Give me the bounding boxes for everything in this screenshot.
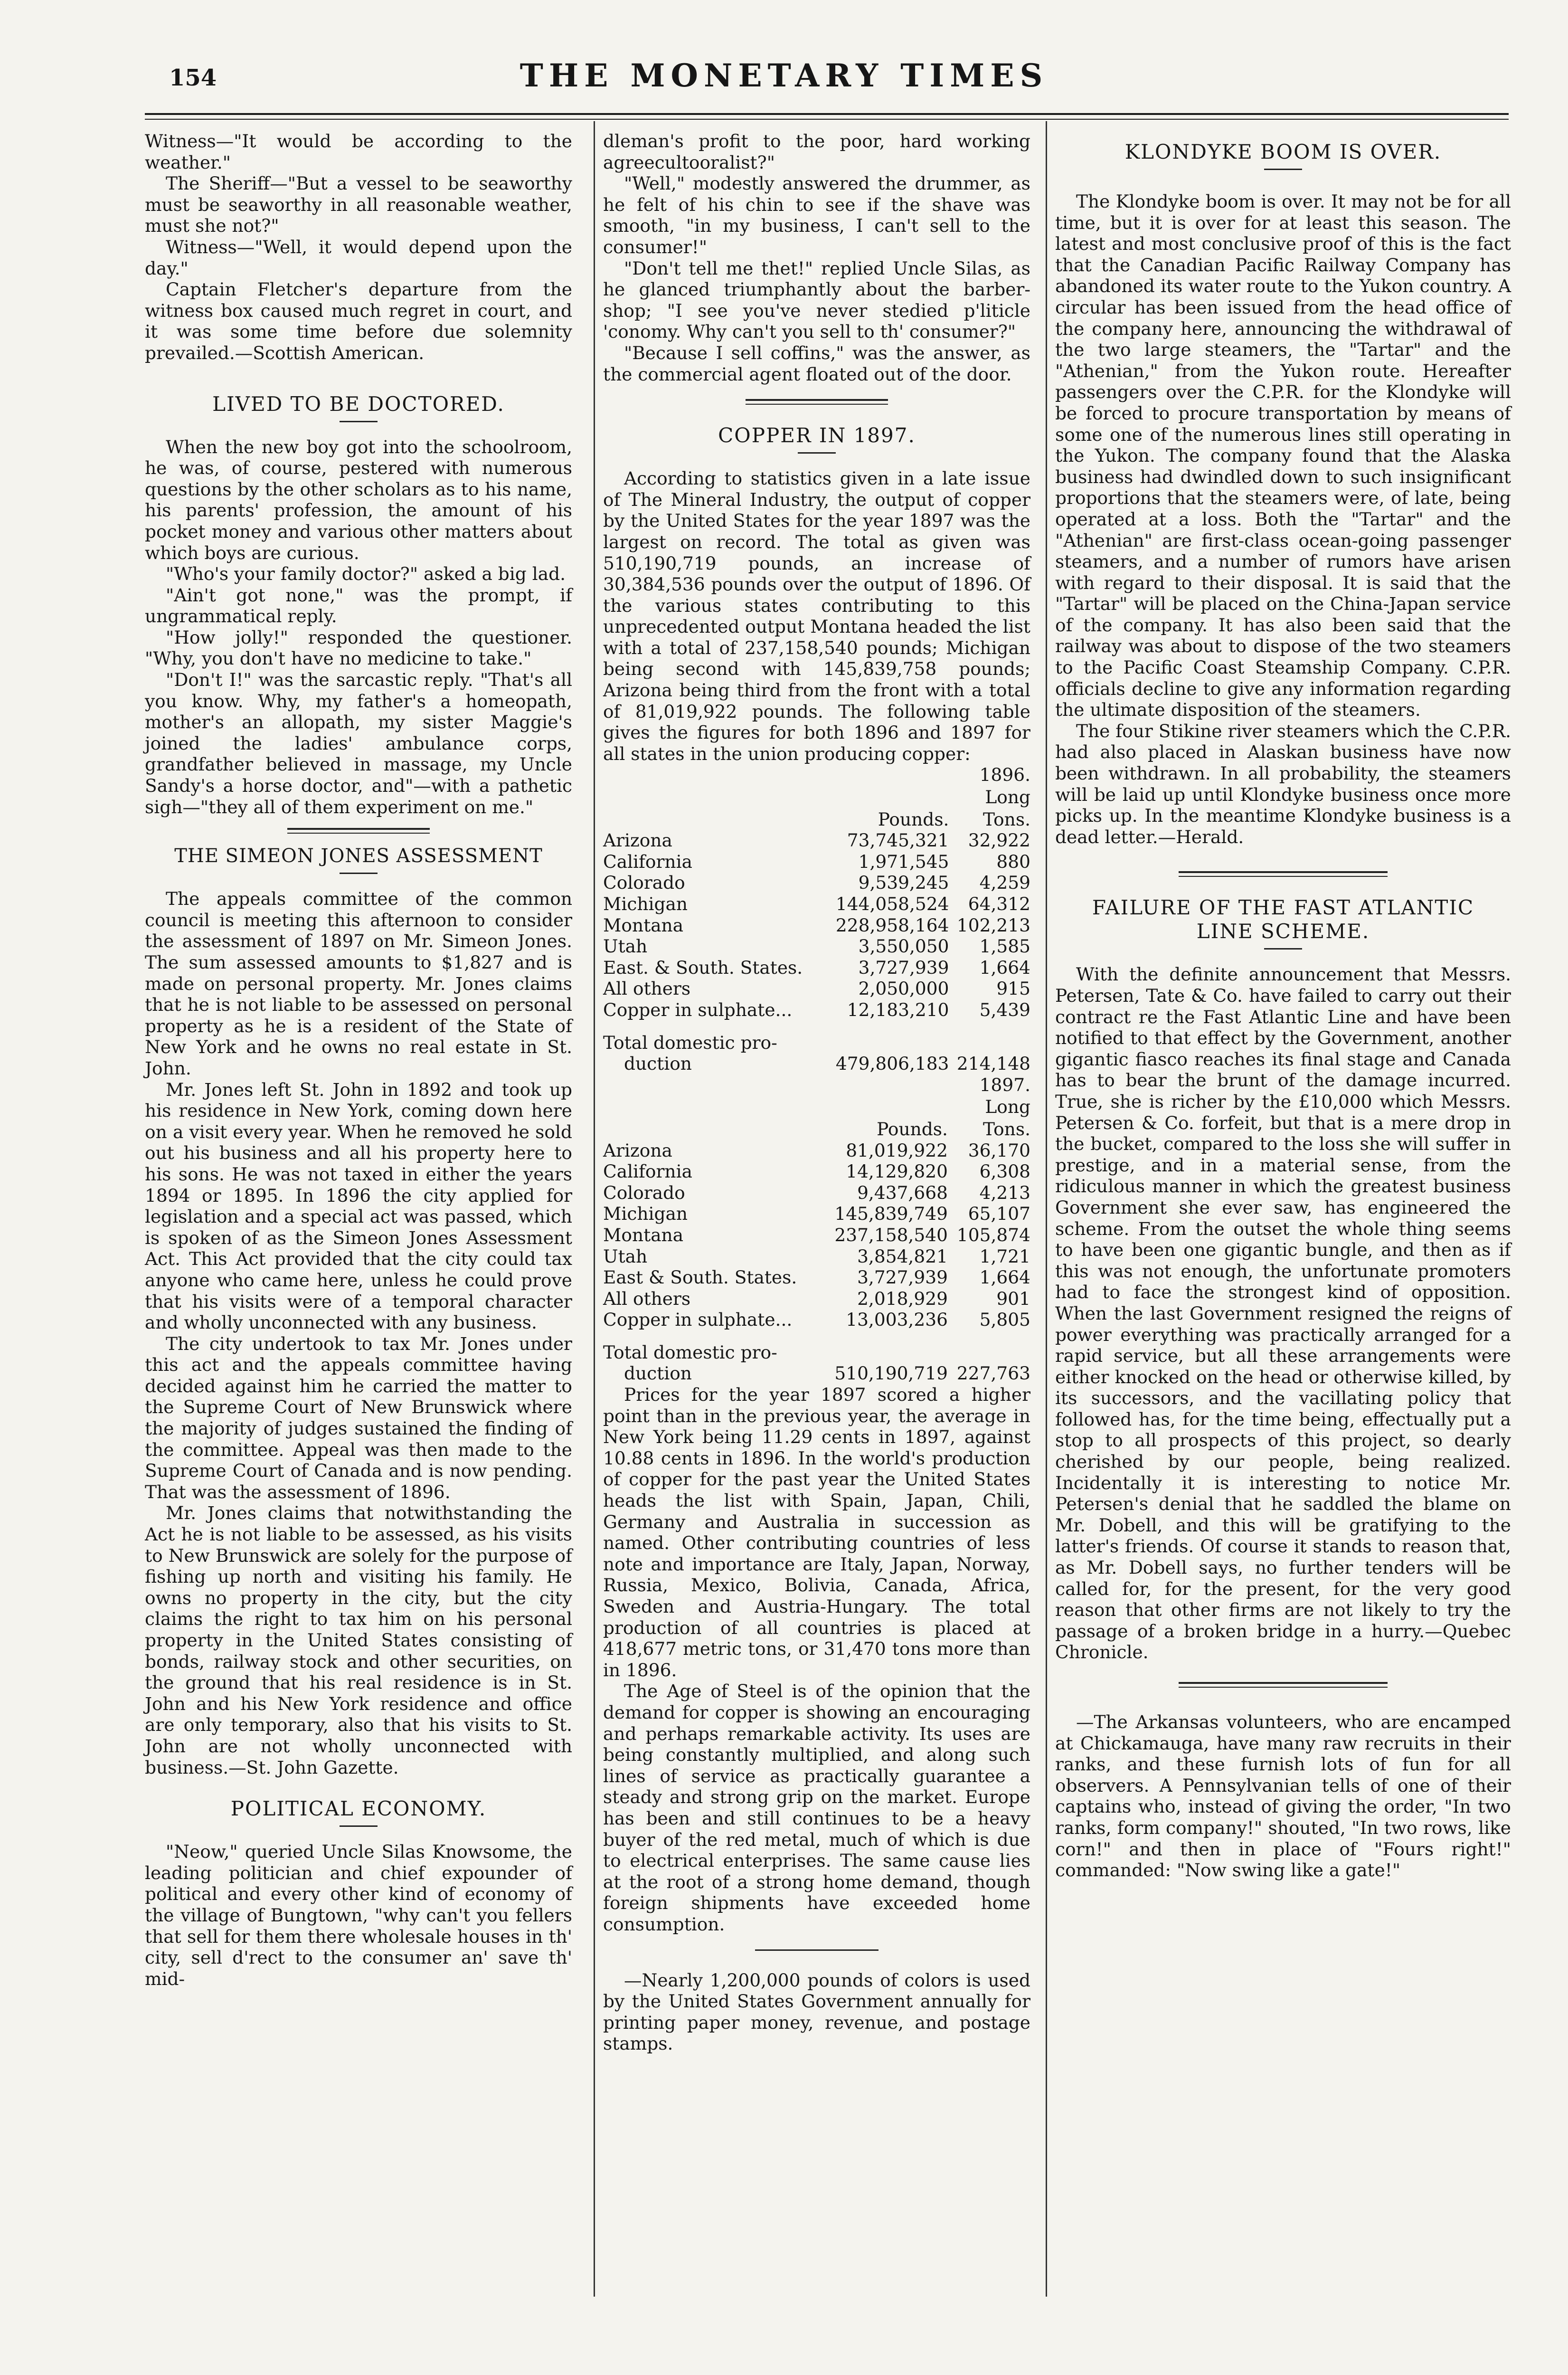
- paragraph: "Because I sell coffins," was the answer, as the commercial agent floated out of the door.: [603, 342, 1030, 385]
- cell-tons: 6,308: [979, 1161, 1030, 1182]
- cell-tons: 1,721: [979, 1245, 1030, 1267]
- section-separator: [755, 1949, 878, 1951]
- article-heading: KLONDYKE BOOM IS OVER.: [1124, 140, 1442, 163]
- column-header: Long: [985, 1096, 1030, 1118]
- heading-dash: [798, 452, 836, 454]
- total-label: Total domestic pro-: [603, 1341, 777, 1363]
- article-heading: LIVED TO BE DOCTORED.: [212, 392, 505, 416]
- paragraph: Captain Fletcher's departure from the witness box caused much regret in court, and it was some time before due solemnity prevailed.—Scottish American.: [145, 279, 572, 363]
- section-separator: [287, 828, 430, 834]
- cell-pounds: 9,437,668: [857, 1182, 948, 1203]
- cell-state: Montana: [603, 914, 684, 936]
- paragraph: "Ain't got none," was the prompt, if ungrammatical reply.: [145, 584, 572, 627]
- cell-state: Colorado: [603, 872, 685, 893]
- table-row: [603, 1161, 1030, 1182]
- column-header: Tons.: [983, 1118, 1030, 1140]
- paragraph: —Nearly 1,200,000 pounds of colors is used by the United States Government annually for printing paper money, revenue, and postage stamps.: [603, 1969, 1030, 2054]
- table-row: [603, 936, 1030, 957]
- masthead-title: THE MONETARY TIMES: [520, 57, 1048, 94]
- table-year: 1897.: [979, 1074, 1030, 1095]
- cell-tons: 1,664: [979, 1267, 1030, 1288]
- table-row: [603, 999, 1030, 1021]
- cell-state: Michigan: [603, 893, 688, 914]
- cell-pounds: 3,727,939: [858, 957, 949, 978]
- cell-state: Arizona: [603, 1140, 672, 1161]
- cell-tons: 901: [996, 1288, 1030, 1309]
- paragraph: "Don't I!" was the sarcastic reply. "That's all you know. Why, my father's a homeopath, mother's an allopath, my sister Maggie's joined the ladies' ambulance corps, grandfather believed in massage, my Uncle Sandy's a horse doctor, and"—with a pathetic sigh—"they all of them experiment on me.": [145, 669, 572, 817]
- cell-tons: 36,170: [968, 1140, 1030, 1161]
- cell-state: Utah: [603, 936, 648, 957]
- cell-state: Montana: [603, 1224, 684, 1245]
- paragraph: "Don't tell me thet!" replied Uncle Silas, as he glanced triumphantly about the barber-shop; "I see you've never stedied p'liticle 'conomy. Why can't you sell to th' consumer?": [603, 257, 1030, 342]
- table-total-row: [603, 1053, 1030, 1074]
- table-row: [603, 1225, 1030, 1246]
- paragraph: When the new boy got into the schoolroom, he was, of course, pestered with numerous questions by the other scholars as to his name, his parents' profession, the amount of his pocket money and various other matters about which boys are curious.: [145, 436, 572, 563]
- section-separator: [1179, 871, 1388, 877]
- heading-dash: [1264, 948, 1302, 950]
- cell-pounds: 3,854,821: [857, 1245, 948, 1267]
- table-row: [603, 1246, 1030, 1267]
- paragraph: With the definite announcement that Messrs. Petersen, Tate & Co. have failed to carry out their contract re the Fast Atlantic Line and have been notified to that effect by the Government, another gigantic fiasco reaches its final stage and Canada has to bear the brunt of the damage incurred. True, she is richer by the £10,000 which Messrs. Petersen & Co. forfeit, but that is a mere drop in the bucket, compared to the loss she will suffer in prestige, and in a material sense, from the ridiculous manner in which the greatest business Government she ever saw, has engineered the scheme. From the outset the whole thing seems to have been one gigantic bungle, and then as if this was not enough, the unfortunate promoters had to face the strongest kind of opposition. When the last Government resigned the reigns of power everything was practically arranged for a rapid service, but all these arrangements were either knocked on the head or otherwise killed, by its successors, and the vacillating policy that followed has, for the time being, effectually put a stop to all prospects of this project, so dearly cherished by our people, being realized. Incidentally it is interesting to notice Mr. Petersen's denial that he saddled the blame on Mr. Dobell, and this will be gratifying to the latter's friends. Of course it stands to reason that, as Mr. Dobell says, no further tenders will be called for, for the present, for the very good reason that other firms are not likely to try the passage of a broken bridge in a hurry.—Quebec Chronicle.: [1055, 964, 1511, 1663]
- cell-state: Michigan: [603, 1203, 688, 1225]
- column-divider: [1046, 121, 1047, 2297]
- cell-tons: 214,148: [956, 1053, 1030, 1074]
- cell-tons: 105,874: [956, 1224, 1030, 1245]
- heading-dash: [340, 1825, 378, 1827]
- cell-pounds: 9,539,245: [858, 872, 949, 893]
- cell-pounds: 13,003,236: [846, 1309, 948, 1330]
- section-separator: [1179, 1682, 1388, 1688]
- table-row: [603, 830, 1030, 851]
- heading-dash: [1264, 169, 1302, 170]
- cell-pounds: 12,183,210: [847, 999, 949, 1020]
- copper-table-1897: [603, 1074, 1030, 1384]
- table-year: 1896.: [979, 764, 1030, 786]
- cell-tons: 5,805: [979, 1309, 1030, 1330]
- table-row: [603, 1267, 1030, 1288]
- cell-tons: 227,763: [956, 1363, 1030, 1384]
- cell-pounds: 479,806,183: [835, 1053, 949, 1074]
- total-label: duction: [624, 1363, 692, 1384]
- paragraph: Witness—"Well, it would depend upon the day.": [145, 236, 572, 279]
- table-row: [603, 1140, 1030, 1161]
- total-label: Total domestic pro-: [603, 1032, 777, 1053]
- paragraph: "Neow," queried Uncle Silas Knowsome, the leading politician and chief expounder of political and every other kind of economy of the village of Bungtown, "why can't you fellers that sell for them there wholesale houses in th' city, sell d'rect to the consumer an' save th' mid-: [145, 1841, 572, 1989]
- column-divider: [594, 121, 595, 2297]
- table-row: [603, 957, 1030, 978]
- table-row: [603, 872, 1030, 893]
- article-heading: COPPER IN 1897.: [718, 424, 916, 447]
- table-row: [603, 1288, 1030, 1310]
- table-row: [603, 915, 1030, 936]
- cell-pounds: 237,158,540: [834, 1224, 948, 1245]
- paragraph: Prices for the year 1897 scored a higher point than in the previous year, the average in New York being 11.29 cents in 1897, against 10.88 cents in 1896. In the world's production of copper for the past year the United States heads the list with Spain, Japan, Chili, Germany and Australia in succession as named. Other contributing countries of less note and importance are Italy, Japan, Norway, Russia, Mexico, Bolivia, Canada, Africa, Sweden and Austria-Hungary. The total production of all countries is placed at 418,677 metric tons, or 31,470 tons more than in 1896.: [603, 1384, 1030, 1681]
- paragraph: The appeals committee of the common council is meeting this afternoon to consider the assessment of 1897 on Mr. Simeon Jones. The sum assessed amounts to $1,827 and is made on personal property. Mr. Jones claims that he is not liable to be assessed on personal property as he is a resident of the State of New York and he owns no real estate in St. John.: [145, 888, 572, 1079]
- cell-pounds: 228,958,164: [835, 914, 949, 936]
- column-header: Long: [985, 787, 1030, 808]
- column-2: [603, 131, 1030, 2054]
- cell-pounds: 81,019,922: [846, 1140, 948, 1161]
- paragraph: —The Arkansas volunteers, who are encamped at Chickamauga, have many raw recruits in their ranks, and these furnish lots of fun for all observers. A Pennsylvanian tells of one of their captains who, instead of giving the order, "In two ranks, form company!" shouted, "In two rows, like corn!" and then in place of "Fours right!" commanded: "Now swing like a gate!": [1055, 1711, 1511, 1881]
- cell-state: East. & South. States.: [603, 957, 803, 978]
- cell-pounds: 144,058,524: [835, 893, 949, 914]
- paragraph: Mr. Jones claims that notwithstanding the Act he is not liable to be assessed, as his visits to New Brunswick are solely for the purpose of fishing up north and visiting his family. He owns no property in the city, but the city claims the right to tax him on his personal property in the United States consisting of bonds, railway stock and other securities, on the ground that his real residence is in St. John and his New York residence and office are only temporary, also that his visits to St. John are not wholly unconnected with business.—St. John Gazette.: [145, 1502, 572, 1778]
- header-rule: [145, 113, 1509, 115]
- table-row: [603, 1203, 1030, 1225]
- copper-table-1896: [603, 764, 1030, 1074]
- table-row: [603, 1309, 1030, 1330]
- cell-tons: 1,585: [979, 936, 1030, 957]
- paragraph: "How jolly!" responded the questioner. "Why, you don't have no medicine to take.": [145, 627, 572, 669]
- cell-state: Copper in sulphate...: [603, 999, 793, 1020]
- column-header: Pounds.: [877, 1118, 948, 1140]
- cell-tons: 64,312: [968, 893, 1030, 914]
- page-number: 154: [169, 65, 217, 91]
- cell-state: Arizona: [603, 830, 672, 851]
- cell-pounds: 14,129,820: [846, 1161, 948, 1182]
- paragraph: The Klondyke boom is over. It may not be for all time, but it is over for at least this season. The latest and most conclusive proof of this is the fact that the Canadian Pacific Railway Company has abandoned its water route to the Yukon country. A circular has been issued from the head office of the company here, announcing the withdrawal of the two large steamers, the "Tartar" and the "Athenian," from the Yukon route. Hereafter passengers over the C.P.R. for the Klondyke will be forced to procure transportation by means of some one of the numerous lines still operating in the Yukon. The company found that the Alaska business had dwindled down to such insignificant proportions that the steamers were, of late, being operated at a loss. Both the "Tartar" and the "Athenian" are first-class ocean-going passenger steamers, and a number of rumors have arisen with regard to their disposal. It is said that the "Tartar" will be placed on the China-Japan service of the company. It has also been said that the railway was about to dispose of the two steamers to the Pacific Coast Steamship Company. C.P.R. officials decline to give any information regarding the ultimate disposition of the steamers.: [1055, 191, 1511, 721]
- table-row: [603, 851, 1030, 873]
- cell-pounds: 145,839,749: [834, 1203, 948, 1225]
- table-row: [603, 1182, 1030, 1204]
- header-rule-thin: [145, 119, 1509, 120]
- cell-tons: 880: [996, 851, 1030, 872]
- total-label: duction: [624, 1053, 692, 1074]
- cell-pounds: 2,018,929: [857, 1288, 948, 1309]
- table-row: [603, 978, 1030, 999]
- cell-tons: 1,664: [979, 957, 1030, 978]
- paragraph: The four Stikine river steamers which the C.P.R. had also placed in Alaskan business have now been withdrawn. In all probability, the steamers will be laid up until Klondyke business once more picks up. In the meantime Klondyke business is a dead letter.—Herald.: [1055, 720, 1511, 847]
- paragraph: dleman's profit to the poor, hard working agreecultooralist?": [603, 131, 1030, 173]
- cell-state: Colorado: [603, 1182, 685, 1203]
- cell-pounds: 2,050,000: [858, 978, 949, 999]
- cell-state: California: [603, 1161, 692, 1182]
- paragraph: Witness—"It would be according to the weather.": [145, 131, 572, 173]
- article-heading: FAILURE OF THE FAST ATLANTIC LINE SCHEME.: [1092, 896, 1474, 943]
- cell-tons: 32,922: [968, 830, 1030, 851]
- cell-tons: 102,213: [956, 914, 1030, 936]
- paragraph: The Age of Steel is of the opinion that the demand for copper is showing an encouraging and perhaps remarkable activity. Its uses are being constantly multiplied, and along such lines of service as practically guarantee a steady and strong grip on the market. Europe has been and still continues to be a heavy buyer of the red metal, much of which is due to electrical enterprises. The same cause lies at the root of a strong home demand, though foreign shipments have exceeded home consumption.: [603, 1681, 1030, 1935]
- cell-pounds: 3,727,939: [857, 1267, 948, 1288]
- article-heading: THE SIMEON JONES ASSESSMENT: [174, 845, 543, 867]
- cell-pounds: 510,190,719: [834, 1363, 948, 1384]
- section-separator: [746, 399, 888, 405]
- column-1: [145, 131, 572, 1989]
- column-header: Pounds.: [878, 808, 949, 830]
- cell-state: All others: [603, 1288, 691, 1309]
- heading-dash: [340, 421, 378, 422]
- paragraph: "Well," modestly answered the drummer, as he felt of his chin to see if the shave was smooth, "in my business, I can't sell to the consumer!": [603, 173, 1030, 257]
- cell-tons: 65,107: [968, 1203, 1030, 1225]
- cell-state: Copper in sulphate...: [603, 1309, 793, 1330]
- paragraph: The city undertook to tax Mr. Jones under this act and the appeals committee having decided against him he carried the matter to the Supreme Court of New Brunswick where the majority of judges sustained the finding of the committee. Appeal was then made to the Supreme Court of Canada and is now pending. That was the assessment of 1896.: [145, 1333, 572, 1502]
- column-3: [1055, 131, 1511, 1881]
- heading-dash: [340, 873, 378, 874]
- column-header: Tons.: [983, 808, 1030, 830]
- article-heading: POLITICAL ECONOMY.: [230, 1797, 487, 1821]
- table-row: [603, 893, 1030, 915]
- paragraph: According to statistics given in a late issue of The Mineral Industry, the output of copper by the United States for the year 1897 was the largest on record. The total as given was 510,190,719 pounds, an increase of 30,384,536 pounds over the output of 1896. Of the various states contributing to this unprecedented output Montana headed the list with a total of 237,158,540 pounds; Michigan being second with 145,839,758 pounds; Arizona being third from the front with a total of 81,019,922 pounds. The following table gives the figures for both 1896 and 1897 for all states in the union producing copper:: [603, 468, 1030, 764]
- cell-pounds: 1,971,545: [858, 851, 949, 872]
- cell-pounds: 73,745,321: [847, 830, 949, 851]
- cell-state: All others: [603, 978, 691, 999]
- paragraph: Mr. Jones left St. John in 1892 and took up his residence in New York, coming down here on a visit every year. When he removed he sold out his business and all his property here to his sons. He was not taxed in either the years 1894 or 1895. In 1896 the city applied for legislation and a special act was passed, which is spoken of as the Simeon Jones Assessment Act. This Act provided that the city could tax anyone who came here, unless he could prove that his visits were of a temporal character and wholly unconnected with any business.: [145, 1079, 572, 1333]
- cell-tons: 5,439: [979, 999, 1030, 1020]
- cell-state: East & South. States.: [603, 1267, 797, 1288]
- cell-tons: 4,213: [979, 1182, 1030, 1203]
- paragraph: The Sheriff—"But a vessel to be seaworthy must be seaworthy in all reasonable weather, must she not?": [145, 173, 572, 237]
- cell-pounds: 3,550,050: [858, 936, 949, 957]
- cell-tons: 915: [996, 978, 1030, 999]
- paragraph: "Who's your family doctor?" asked a big lad.: [166, 563, 566, 585]
- cell-tons: 4,259: [979, 872, 1030, 893]
- cell-state: Utah: [603, 1245, 648, 1267]
- cell-state: California: [603, 851, 692, 872]
- table-total-row: [603, 1363, 1030, 1384]
